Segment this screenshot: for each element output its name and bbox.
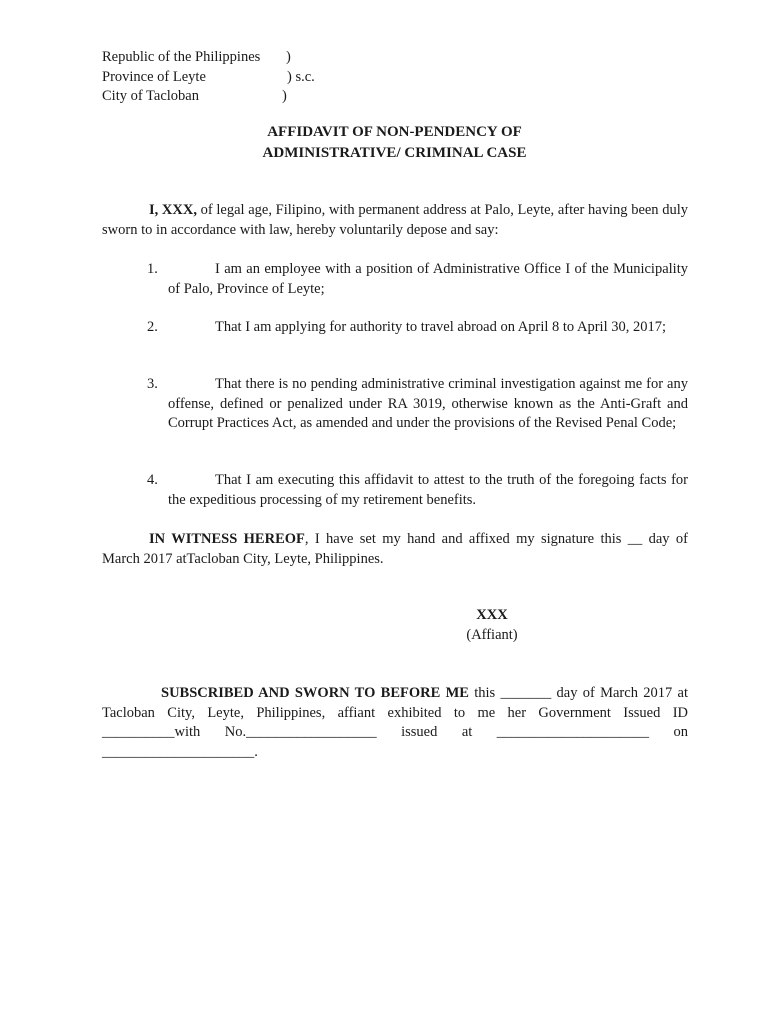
witness-text: , I have set my hand and affixed my signature this __ day of March 2017 atTacloban City, Leyte, Philippines. (102, 531, 688, 567)
venue-province: Province of Leyte ) s.c. (102, 68, 315, 85)
jurat-text: this _______ day of March 2017 at Tacloban City, Leyte, Philippines, affiant exhibited to me her Government Issued ID __________with No.__________________ issued at _____________________ on _____________________. (102, 685, 688, 760)
item-text: I am an employee with a position of Administrative Office I of the Municipality of Palo, Province of Leyte; (168, 261, 688, 297)
intro-paragraph (102, 201, 688, 240)
affiant-name: XXX (476, 607, 508, 623)
venue-block (102, 48, 315, 107)
item-text: That I am applying for authority to travel abroad on April 8 to April 30, 2017; (215, 319, 667, 335)
item-number: 2. (147, 319, 158, 335)
document-title (102, 122, 687, 164)
title-line-1: AFFIDAVIT OF NON-PENDENCY OF (267, 124, 522, 140)
intro-text: of legal age, Filipino, with permanent address at Palo, Leyte, after having been duly sworn to in accordance with law, hereby voluntarily depose and say: (102, 202, 689, 238)
item-number: 3. (147, 376, 158, 392)
title-line-2: ADMINISTRATIVE/ CRIMINAL CASE (262, 145, 527, 161)
list-item (147, 375, 688, 434)
list-item (147, 471, 688, 510)
item-text: That I am executing this affidavit to attest to the truth of the foregoing facts for the expeditious processing of my retirement benefits. (168, 472, 688, 508)
jurat-paragraph (102, 684, 688, 762)
affiant-lead: I, XXX, (149, 202, 197, 218)
item-text: That there is no pending administrative criminal investigation against me for any offense, defined or penalized under RA 3019, otherwise known as the Anti-Graft and Corrupt Practices Act, as amended and under the provisions of the Revised Penal Code; (168, 376, 688, 431)
signature-block (392, 606, 592, 645)
venue-republic: Republic of the Philippines ) (102, 49, 291, 65)
item-number: 4. (147, 472, 158, 488)
affiant-role: (Affiant) (466, 626, 518, 643)
jurat-lead: SUBSCRIBED AND SWORN TO BEFORE ME (161, 685, 469, 701)
list-item (147, 318, 688, 338)
witness-lead: IN WITNESS HEREOF (149, 531, 305, 547)
item-number: 1. (147, 261, 158, 277)
venue-city: City of Tacloban ) (102, 88, 287, 104)
witness-paragraph (102, 530, 688, 569)
list-item (147, 260, 688, 299)
